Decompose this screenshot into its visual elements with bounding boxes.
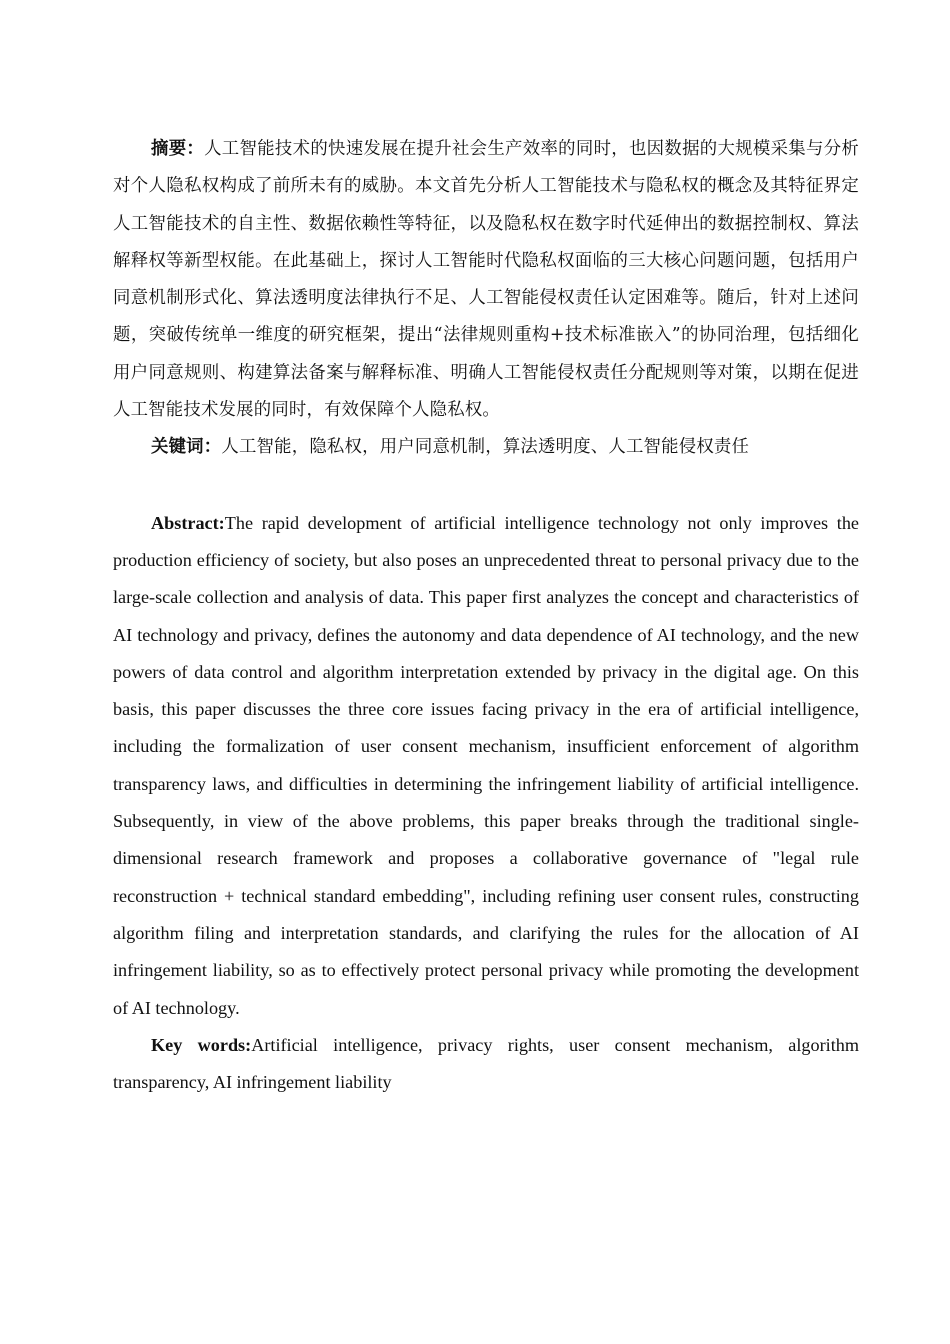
english-abstract-text: The rapid development of artificial intelligence technology not only improves the production efficiency of society, but also poses an unprecedented threat to personal privacy due to the large-scale collection and analysis of data. This paper first analyzes the concept and characteristics of AI technology and privacy, defines the autonomy and data dependence of AI technology, and the new powers of data control and algorithm interpretation extended by privacy in the digital age. On this basis, this paper discusses the three core issues facing privacy in the era of artificial intelligence, including the formalization of user consent mechanism, insufficient enforcement of algorithm transparency laws, and difficulties in determining the infringement liability of artificial intelligence. Subsequently, in view of the above problems, this paper breaks through the traditional single-dimensional research framework and proposes a collaborative governance of "legal rule reconstruction + technical standard embedding", including refining user consent rules, constructing algorithm filing and interpretation standards, and clarifying the rules for the allocation of AI infringement liability, so as to effectively protect personal privacy while promoting the development of AI technology. (113, 512, 859, 1018)
english-keywords-label: Key words: (151, 1034, 252, 1055)
document-page (113, 131, 859, 1101)
english-keywords-text: Artificial intelligence, privacy rights, user consent mechanism, algorithm transparency, AI infringement liability (113, 1034, 859, 1093)
english-abstract (113, 505, 859, 1027)
chinese-keywords-label: 关键词： (151, 437, 222, 458)
chinese-keywords-text: 人工智能，隐私权，用户同意机制，算法透明度、人工智能侵权责任 (221, 437, 750, 458)
chinese-abstract (113, 131, 859, 429)
english-keywords (113, 1027, 859, 1102)
english-abstract-label: Abstract: (151, 512, 225, 533)
chinese-abstract-text: 人工智能技术的快速发展在提升社会生产效率的同时，也因数据的大规模采集与分析对个人隐私权构成了前所未有的威胁。本文首先分析人工智能技术与隐私权的概念及其特征界定人工智能技术的自主性、数据依赖性等特征，以及隐私权在数字时代延伸出的数据控制权、算法解释权等新型权能。在此基础上，探讨人工智能时代隐私权面临的三大核心问题问题，包括用户同意机制形式化、算法透明度法律执行不足、人工智能侵权责任认定困难等。随后，针对上述问题，突破传统单一维度的研究框架，提出“法律规则重构+技术标准嵌入”的协同治理，包括细化用户同意规则、构建算法备案与解释标准、明确人工智能侵权责任分配规则等对策，以期在促进人工智能技术发展的同时，有效保障个人隐私权。 (113, 139, 859, 421)
chinese-abstract-label: 摘要： (151, 139, 205, 159)
section-spacer (113, 467, 859, 505)
chinese-keywords (113, 429, 859, 466)
